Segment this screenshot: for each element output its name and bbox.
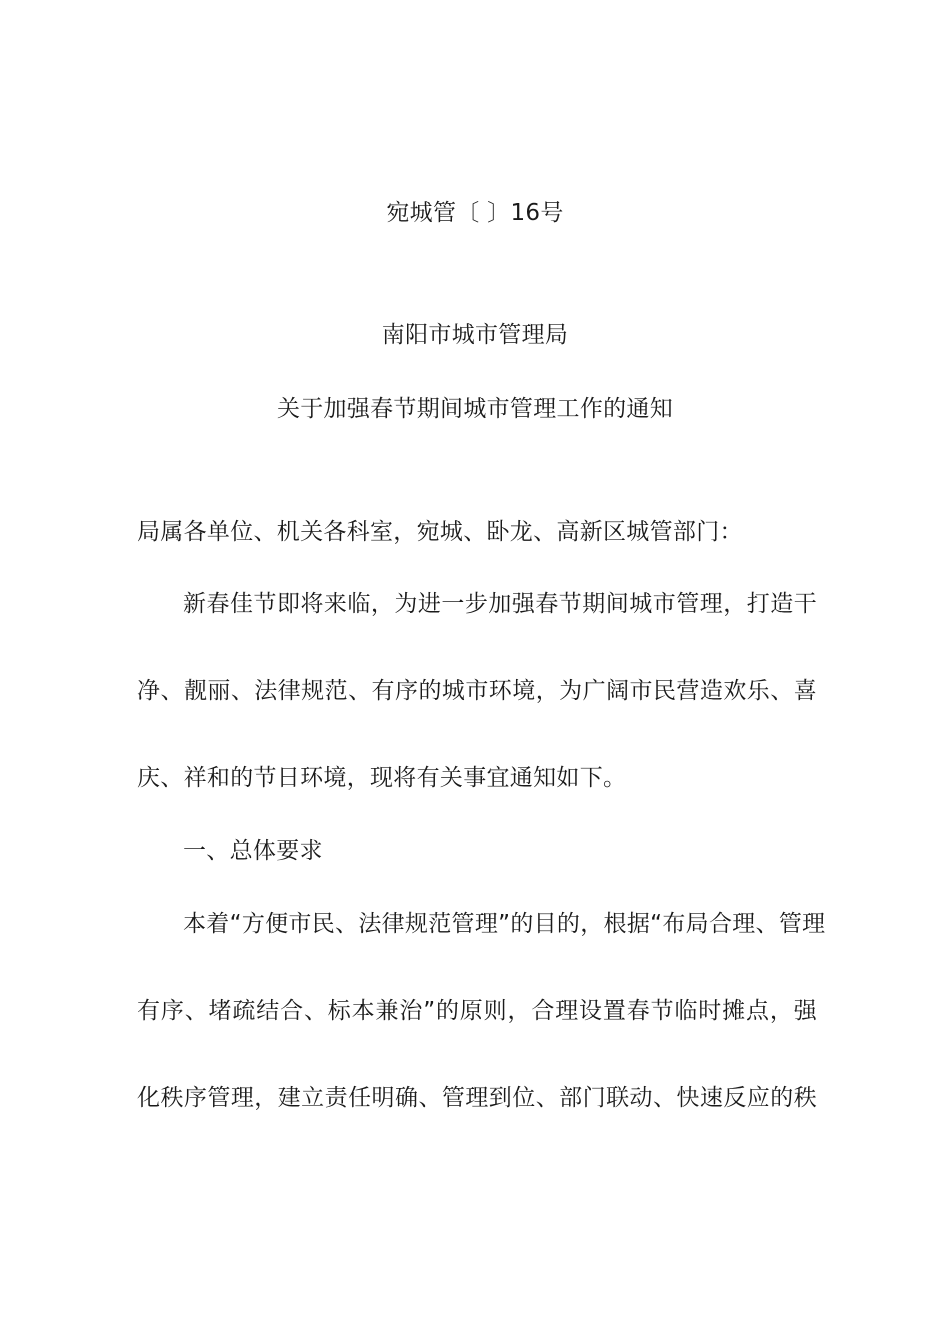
intro-paragraph-line-3: 庆、祥和的节日环境，现将有关事宜通知如下。	[137, 765, 627, 791]
section1-paragraph-line-1: 本着“方便市民、法律规范管理”的目的，根据“布局合理、管理	[183, 911, 826, 937]
section1-paragraph-line-2: 有序、堵疏结合、标本兼治”的原则，合理设置春节临时摊点，强	[137, 998, 817, 1024]
document-number: 宛城管〔 〕16号	[386, 200, 564, 226]
issuer-name: 南阳市城市管理局	[381, 322, 569, 348]
recipients-line: 局属各单位、机关各科室，宛城、卧龙、高新区城管部门：	[137, 519, 743, 545]
section-heading-general-requirements: 一、总体要求	[183, 838, 323, 864]
intro-paragraph-line-2: 净、靓丽、法律规范、有序的城市环境，为广阔市民营造欢乐、喜	[137, 678, 817, 704]
document-title: 关于加强春节期间城市管理工作的通知	[276, 396, 674, 422]
intro-paragraph-line-1: 新春佳节即将来临，为进一步加强春节期间城市管理，打造干	[183, 591, 817, 617]
section1-paragraph-line-3: 化秩序管理，建立责任明确、管理到位、部门联动、快速反应的秩	[137, 1085, 817, 1111]
